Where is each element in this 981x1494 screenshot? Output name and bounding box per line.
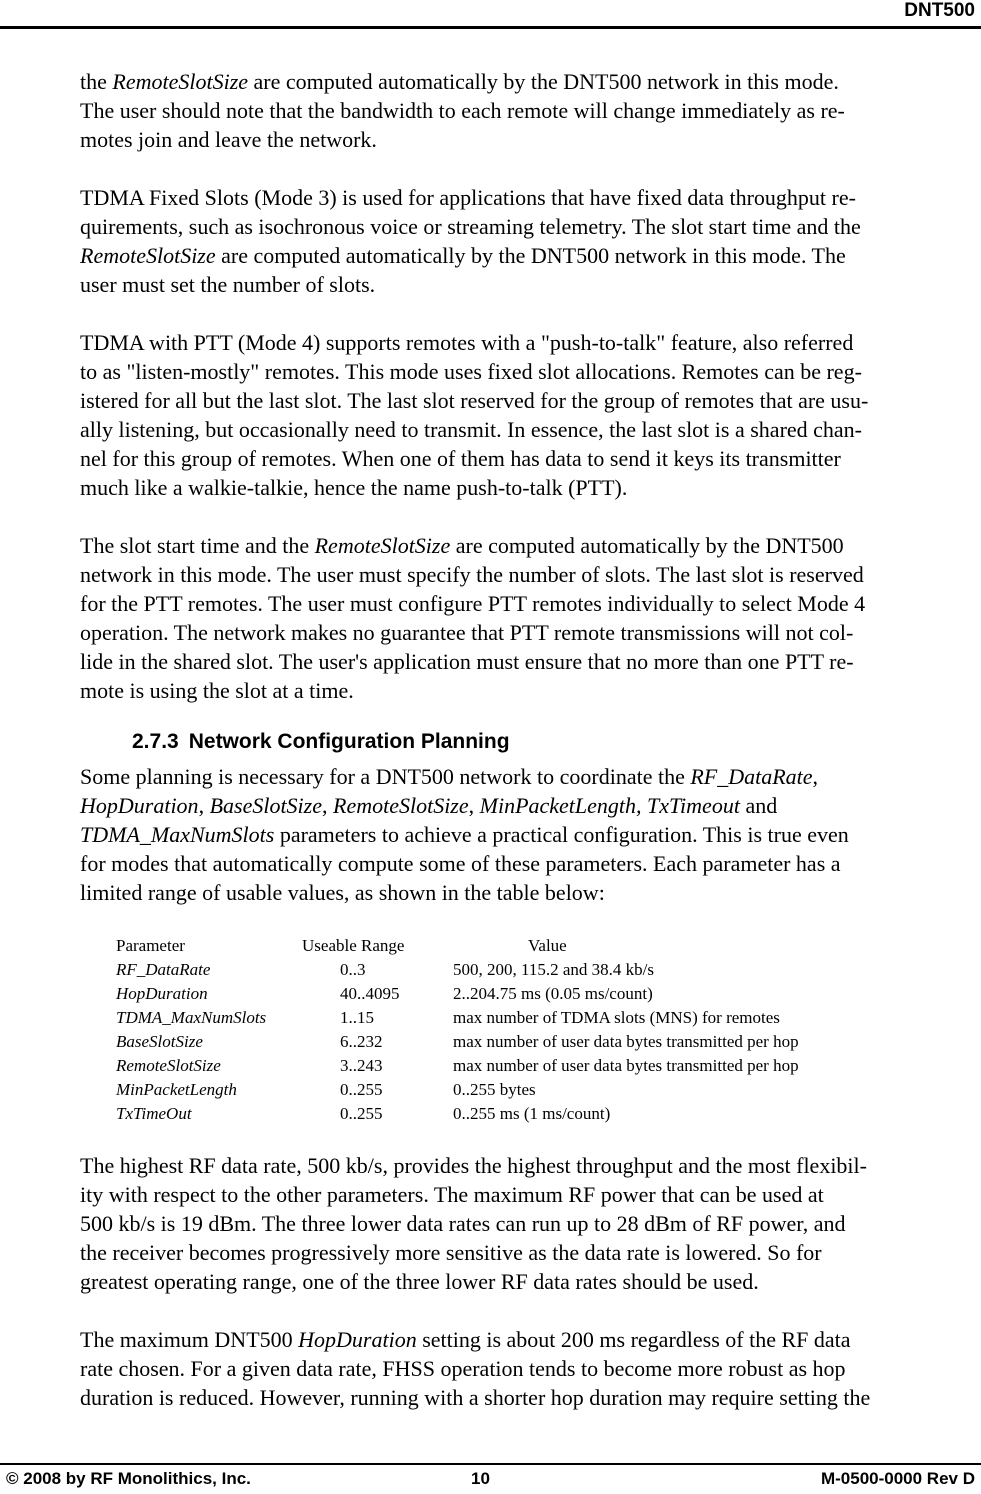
table-cell-range: 3..243 [340, 1056, 383, 1075]
table-cell-range: 0..255 [340, 1104, 383, 1123]
body-text-middle [80, 762, 980, 907]
header-rule [0, 26, 981, 29]
text-line: the RemoteSlotSize are computed automatically by the DNT500 network in this mode. [80, 69, 839, 94]
body-text-bottom [80, 1151, 980, 1412]
table-cell-value: 0..255 ms (1 ms/count) [453, 1104, 611, 1123]
table-cell-value: max number of user data bytes transmitted per hop [453, 1056, 799, 1075]
text-line: TDMA Fixed Slots (Mode 3) is used for applications that have fixed data throughput re- [80, 185, 856, 210]
text-line: HopDuration, BaseSlotSize, RemoteSlotSize, MinPacketLength, TxTimeout and [80, 793, 778, 818]
text-line: The slot start time and the RemoteSlotSize are computed automatically by the DNT500 [80, 533, 844, 558]
text-line: The maximum DNT500 HopDuration setting is about 200 ms regardless of the RF data [80, 1327, 851, 1352]
document-number: M-0500-0000 Rev D [820, 1469, 975, 1488]
text-line: The highest RF data rate, 500 kb/s, provides the highest throughput and the most flexibil- [80, 1153, 867, 1178]
text-line: operation. The network makes no guarantee that PTT remote transmissions will not col- [80, 620, 854, 645]
text-line: duration is reduced. However, running with a shorter hop duration may require setting the [80, 1385, 871, 1410]
section-heading [132, 730, 510, 754]
table-cell-value: 2..204.75 ms (0.05 ms/count) [453, 984, 653, 1003]
table-cell-range: 40..4095 [340, 984, 400, 1003]
table-header-range: Useable Range [302, 936, 405, 955]
text-line: quirements, such as isochronous voice or streaming telemetry. The slot start time and the [80, 214, 861, 239]
text-line: greatest operating range, one of the three lower RF data rates should be used. [80, 1269, 759, 1294]
footer-rule [0, 1463, 981, 1465]
text-line: lide in the shared slot. The user's application must ensure that no more than one PTT re- [80, 649, 854, 674]
table-cell-value: 500, 200, 115.2 and 38.4 kb/s [453, 960, 655, 979]
table-cell-parameter: MinPacketLength [116, 1080, 237, 1099]
table-cell-range: 0..255 [340, 1080, 383, 1099]
table-cell-parameter: RF_DataRate [116, 960, 211, 979]
text-line: ity with respect to the other parameters. The maximum RF power that can be used at [80, 1182, 824, 1207]
text-line: rate chosen. For a given data rate, FHSS operation tends to become more robust as hop [80, 1356, 846, 1381]
table-cell-value: 0..255 bytes [453, 1080, 536, 1099]
body-text-top [80, 67, 980, 705]
text-line: network in this mode. The user must specify the number of slots. The last slot is reserved [80, 562, 864, 587]
text-line: to as "listen-mostly" remotes. This mode uses fixed slot allocations. Remotes can be reg- [80, 359, 862, 384]
text-line: the receiver becomes progressively more sensitive as the data rate is lowered. So for [80, 1240, 822, 1265]
header-title: DNT500 [904, 0, 975, 21]
text-line: mote is using the slot at a time. [80, 678, 354, 703]
text-line: motes join and leave the network. [80, 127, 377, 152]
table-cell-parameter: RemoteSlotSize [116, 1056, 221, 1075]
text-line: RemoteSlotSize are computed automatically by the DNT500 network in this mode. The [80, 243, 846, 268]
table-cell-parameter: HopDuration [116, 984, 208, 1003]
text-line: limited range of usable values, as shown in the table below: [80, 880, 605, 905]
table-cell-parameter: TDMA_MaxNumSlots [116, 1008, 267, 1027]
text-line: 500 kb/s is 19 dBm. The three lower data rates can run up to 28 dBm of RF power, and [80, 1211, 846, 1236]
text-line: nel for this group of remotes. When one of them has data to send it keys its transmitter [80, 446, 841, 471]
text-line: much like a walkie-talkie, hence the name push-to-talk (PTT). [80, 475, 628, 500]
table-cell-range: 1..15 [340, 1008, 374, 1027]
page-number: 10 [471, 1469, 490, 1488]
text-line: The user should note that the bandwidth to each remote will change immediately as re- [80, 98, 845, 123]
text-line: user must set the number of slots. [80, 272, 376, 297]
text-line: TDMA with PTT (Mode 4) supports remotes with a "push-to-talk" feature, also referred [80, 330, 854, 355]
text-line: for modes that automatically compute some of these parameters. Each parameter has a [80, 851, 841, 876]
table-cell-value: max number of user data bytes transmitted per hop [453, 1032, 799, 1051]
section-number: 2.7.3 [132, 730, 179, 753]
table-header-value: Value [528, 936, 567, 955]
section-title: Network Configuration Planning [188, 730, 510, 753]
table-cell-range: 6..232 [340, 1032, 383, 1051]
table-header-parameter: Parameter [116, 936, 185, 955]
text-line: istered for all but the last slot. The last slot reserved for the group of remotes that are usu- [80, 388, 869, 413]
text-line: Some planning is necessary for a DNT500 network to coordinate the RF_DataRate, [80, 764, 819, 789]
text-line: TDMA_MaxNumSlots parameters to achieve a practical configuration. This is true even [80, 822, 849, 847]
text-line: ally listening, but occasionally need to transmit. In essence, the last slot is a shared chan- [80, 417, 863, 442]
page-footer [6, 1469, 975, 1491]
table-cell-value: max number of TDMA slots (MNS) for remotes [453, 1008, 780, 1027]
table-cell-range: 0..3 [340, 960, 366, 979]
table-cell-parameter: BaseSlotSize [116, 1032, 203, 1051]
footer-copyright: © 2008 by RF Monolithics, Inc. [6, 1469, 251, 1488]
table-cell-parameter: TxTimeOut [116, 1104, 192, 1123]
text-line: for the PTT remotes. The user must configure PTT remotes individually to select Mode 4 [80, 591, 866, 616]
